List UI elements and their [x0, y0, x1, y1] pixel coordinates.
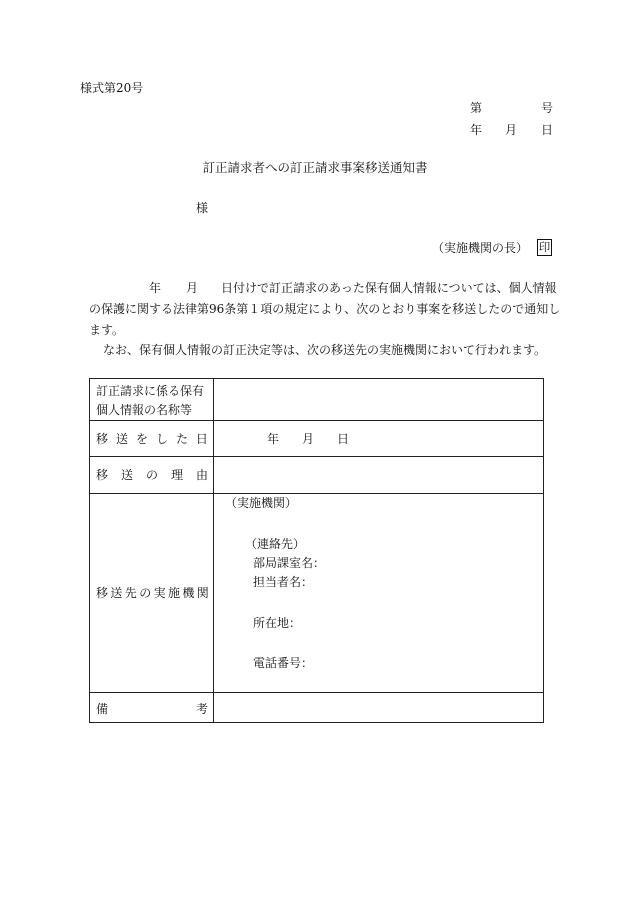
label-char: 送	[115, 432, 128, 446]
transfer-date-day: 日	[337, 432, 350, 446]
body-line-1-text: 日付けで訂正請求のあった保有個人情報については、個人情報	[221, 281, 557, 295]
issue-date-year: 年	[470, 123, 483, 137]
label-char: 日	[195, 432, 208, 446]
row-label-record-name-line-2: 個人情報の名称等	[96, 403, 193, 417]
destination-agency-label: （実施機関）	[225, 496, 298, 510]
label-char: 由	[195, 468, 208, 482]
seal-mark: 印	[538, 240, 551, 254]
label-char: た	[175, 432, 188, 446]
body-year: 年	[149, 281, 162, 295]
issue-date-day: 日	[541, 123, 554, 137]
body-line-4: なお、保有個人情報の訂正決定等は、次の移送先の実施機関において行われます。	[103, 343, 547, 357]
transfer-date-year: 年	[267, 432, 280, 446]
label-char: 移	[96, 432, 109, 446]
body-line-1	[89, 282, 557, 294]
transfer-details-table	[89, 378, 544, 723]
document-title: 訂正請求者への訂正請求事案移送通知書	[202, 160, 428, 175]
contact-label: （連絡先）	[245, 537, 306, 551]
label-char: 理	[170, 468, 183, 482]
row-label-destination-agency: 移送先の実施機関	[96, 586, 212, 600]
transfer-reason-value-cell[interactable]	[214, 457, 544, 493]
row-label-transfer-date	[96, 433, 208, 445]
document-number-label: 第	[470, 101, 483, 115]
label-char: 考	[195, 702, 208, 716]
issue-date-month: 月	[505, 123, 518, 137]
table-row-divider	[90, 420, 543, 421]
row-label-transfer-reason	[96, 469, 208, 481]
transfer-date-month: 月	[302, 432, 315, 446]
body-line-2: の保護に関する法律第96条第１項の規定により、次のとおり事案を移送したので通知し	[89, 302, 561, 316]
address-label: 所在地：	[253, 616, 302, 630]
row-label-record-name-line-1: 訂正請求に係る保有	[96, 384, 205, 398]
document-number-suffix: 号	[541, 101, 554, 115]
issuer-label: （実施機関の長）	[432, 241, 529, 255]
label-char: 備	[96, 702, 109, 716]
label-char: を	[135, 432, 148, 446]
label-char: 移	[96, 468, 109, 482]
body-month: 月	[186, 281, 199, 295]
table-column-divider	[213, 379, 214, 722]
label-char: し	[155, 432, 168, 446]
addressee-honorific: 様	[196, 201, 209, 215]
remarks-value-cell[interactable]	[214, 693, 544, 723]
label-char: の	[145, 468, 158, 482]
person-in-charge-label: 担当者名：	[253, 575, 314, 589]
body-line-3: ます。	[89, 323, 125, 337]
row-label-remarks	[96, 703, 208, 715]
label-char: 送	[120, 468, 133, 482]
department-label: 部局課室名：	[253, 556, 326, 570]
phone-number-label: 電話番号：	[253, 656, 314, 670]
table-row-divider	[90, 493, 543, 494]
form-number: 様式第20号	[80, 81, 144, 95]
record-name-value-cell[interactable]	[214, 379, 544, 420]
